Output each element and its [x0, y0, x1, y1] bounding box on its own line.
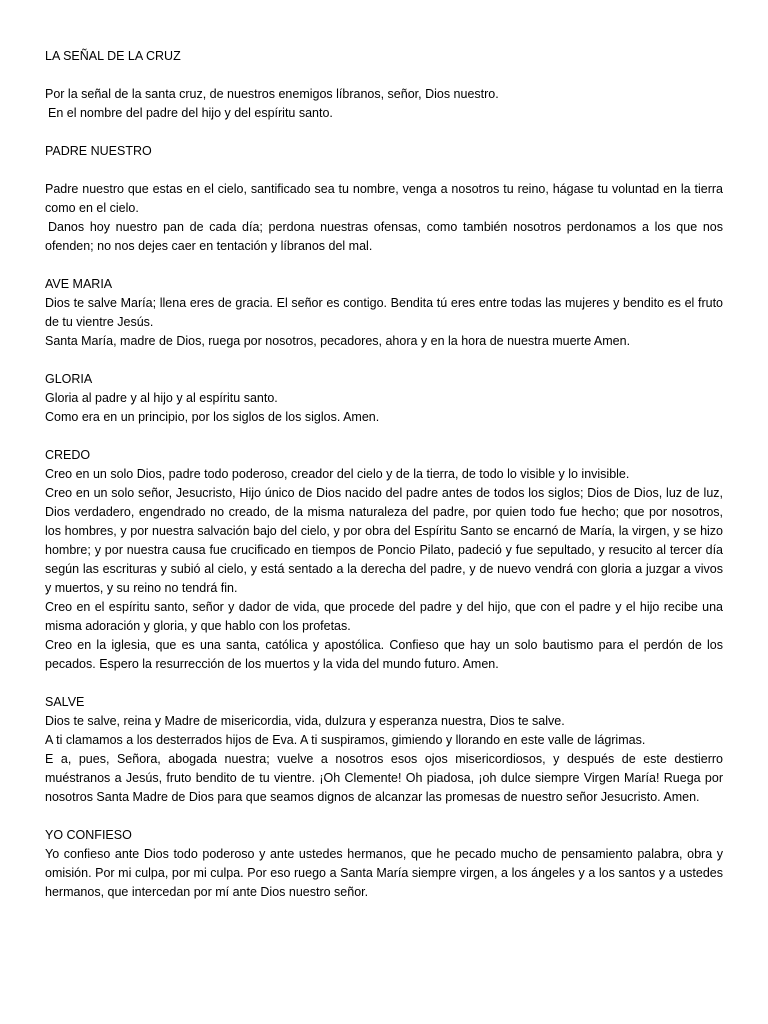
paragraph: Yo confieso ante Dios todo poderoso y ante ustedes hermanos, que he pecado mucho de pensamiento palabra, obra y omisión. Por mi culpa, por mi culpa. Por eso ruego a Santa María siempre virgen, a los ángeles y a los santos y a ustedes hermanos, que intercedan por mí ante Dios nuestro señor. — [45, 847, 723, 899]
section-title: GLORIA — [45, 372, 93, 386]
section-yo-confieso — [45, 826, 723, 902]
section-salve — [45, 693, 723, 807]
paragraph: Creo en el espíritu santo, señor y dador de vida, que procede del padre y del hijo, que con el padre y el hijo recibe una misma adoración y gloria, y que hablo con los profetas. — [45, 600, 723, 633]
paragraph: Dios te salve, reina y Madre de misericordia, vida, dulzura y esperanza nuestra, Dios te salve. — [45, 714, 565, 728]
section-title: AVE MARIA — [45, 277, 113, 291]
section-title: YO CONFIESO — [45, 828, 132, 842]
paragraph: Por la señal de la santa cruz, de nuestros enemigos líbranos, señor, Dios nuestro. — [45, 87, 499, 101]
section-title: CREDO — [45, 448, 91, 462]
paragraph: Danos hoy nuestro pan de cada día; perdona nuestras ofensas, como también nosotros perdonamos a los que nos ofenden; no nos dejes caer en tentación y líbranos del mal. — [45, 220, 723, 253]
paragraph: Creo en un solo Dios, padre todo poderoso, creador del cielo y de la tierra, de todo lo visible y lo invisible. — [45, 467, 630, 481]
paragraph: Creo en la iglesia, que es una santa, católica y apostólica. Confieso que hay un solo bautismo para el perdón de los pecados. Espero la resurrección de los muertos y la vida del mundo futuro. Amen. — [45, 638, 723, 671]
section-title: LA SEÑAL DE LA CRUZ — [45, 49, 181, 63]
paragraph: E a, pues, Señora, abogada nuestra; vuelve a nosotros esos ojos misericordiosos, y después de este destierro muéstranos a Jesús, fruto bendito de tu vientre. ¡Oh Clemente! Oh piadosa, ¡oh dulce siempre Virgen María! Ruega por nosotros Santa Madre de Dios para que seamos dignos de alcanzar las promesas de nuestro señor Jesucristo. Amen. — [45, 752, 723, 804]
section-credo — [45, 446, 723, 674]
section-senal-de-la-cruz — [45, 47, 723, 123]
paragraph: Gloria al padre y al hijo y al espíritu santo. — [45, 391, 278, 405]
paragraph: A ti clamamos a los desterrados hijos de Eva. A ti suspiramos, gimiendo y llorando en este valle de lágrimas. — [45, 733, 646, 747]
section-title: PADRE NUESTRO — [45, 144, 152, 158]
paragraph: En el nombre del padre del hijo y del espíritu santo. — [48, 106, 333, 120]
paragraph: Como era en un principio, por los siglos de los siglos. Amen. — [45, 410, 380, 424]
document-body — [45, 47, 723, 921]
section-gloria — [45, 370, 723, 427]
section-padre-nuestro — [45, 142, 723, 256]
paragraph: Creo en un solo señor, Jesucristo, Hijo único de Dios nacido del padre antes de todos los siglos; Dios de Dios, luz de luz, Dios verdadero, engendrado no creado, de la misma naturaleza del padre, por quien todo fue hecho; que por nosotros, los hombres, y por nuestra salvación bajo del cielo, y por obra del Espíritu Santo se encarnó de María, la virgen, y se hizo hombre; y por nuestra causa fue crucificado en tiempos de Poncio Pilato, padeció y fue sepultado, y resucito al tercer día según las escrituras y subió al cielo, y está sentado a la derecha del padre, y de nuevo vendrá con gloria a juzgar a vivos y muertos, y su reino no tendrá fin. — [45, 486, 723, 595]
paragraph: Santa María, madre de Dios, ruega por nosotros, pecadores, ahora y en la hora de nuestra muerte Amen. — [45, 334, 631, 348]
paragraph: Padre nuestro que estas en el cielo, santificado sea tu nombre, venga a nosotros tu reino, hágase tu voluntad en la tierra como en el cielo. — [45, 182, 723, 215]
paragraph: Dios te salve María; llena eres de gracia. El señor es contigo. Bendita tú eres entre todas las mujeres y bendito es el fruto de tu vientre Jesús. — [45, 296, 723, 329]
section-ave-maria — [45, 275, 723, 351]
section-title: SALVE — [45, 695, 85, 709]
